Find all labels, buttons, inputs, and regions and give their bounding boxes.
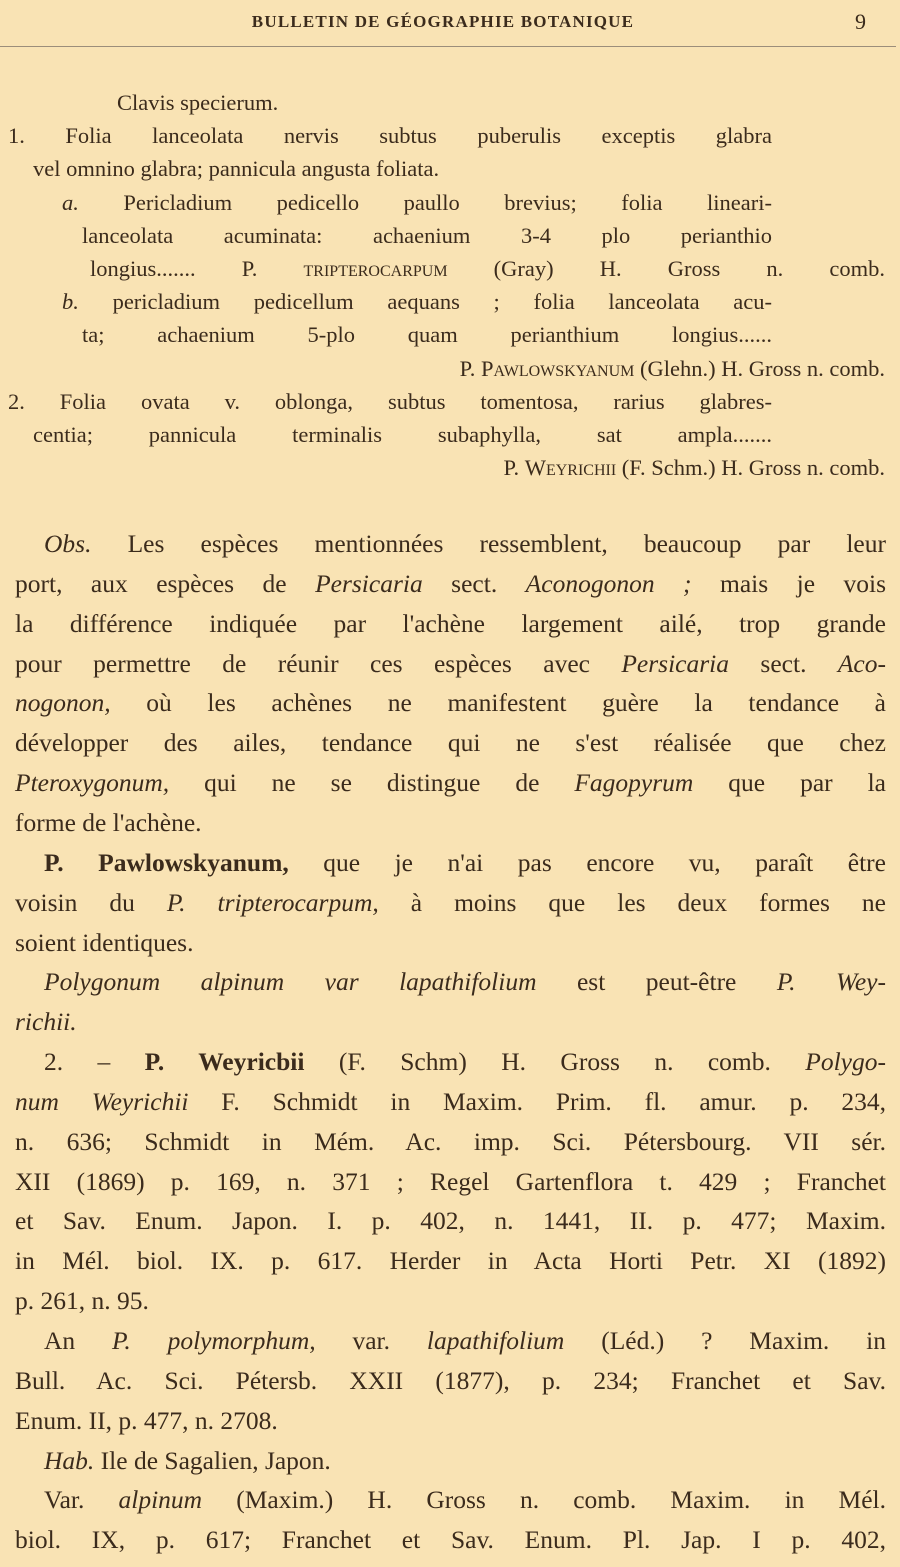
journal-title: BULLETIN DE GÉOGRAPHIE BOTANIQUE (251, 12, 635, 31)
body-text-span: Var. (44, 1485, 119, 1515)
body-line (15, 766, 886, 800)
key-line (117, 88, 278, 118)
body-text-span: où les achènes ne manifestent guère la tendance à (110, 688, 886, 718)
key-line (8, 387, 772, 417)
body-text-span: à moins que les deux formes ne (378, 887, 886, 917)
body-line (15, 1085, 886, 1119)
body-text-span: Ile de Sagalien, Japon. (94, 1445, 331, 1475)
body-line (44, 527, 886, 561)
body-text-span: (Maxim.) H. Gross n. comb. Maxim. in Mél. (202, 1485, 886, 1515)
body-text-span: (Léd.) ? Maxim. in (564, 1326, 887, 1355)
running-header (0, 9, 886, 39)
body-text-span: est peut-être (536, 967, 777, 997)
body-text-span: Enum. II, p. 477, n. 2708. (15, 1405, 278, 1435)
key-text: (Glehn.) H. Gross n. comb. (634, 355, 885, 381)
body-line (15, 1364, 886, 1398)
italic-text: num Weyrichii (15, 1086, 189, 1116)
key-text: tripterocarpum (303, 256, 448, 281)
key-line (82, 320, 772, 350)
body-line (15, 1523, 886, 1557)
body-text-span: in Mél. biol. IX. p. 617. Herder in Acta Horti Petr. XI (1892) (15, 1246, 886, 1276)
italic-text: Polygonum alpinum var lapathifolium (44, 967, 537, 997)
body-text-span: Les espèces mentionnées ressemblent, beaucoup par leur (91, 529, 886, 558)
key-line (62, 287, 772, 317)
italic-text: lapathifolium (426, 1326, 565, 1355)
key-text: a. (62, 189, 79, 215)
italic-text: Persicaria (621, 648, 730, 678)
body-text-span: (F. Schm) H. Gross n. comb. (304, 1047, 806, 1077)
species-name: P. Pawlowskyanum, (44, 847, 289, 877)
header-rule (0, 46, 896, 47)
italic-text: Pteroxygonum, (15, 768, 170, 798)
body-text-span: qui ne se distingue de (169, 768, 575, 798)
key-line (33, 420, 772, 450)
body-line (15, 1244, 886, 1278)
body-text-span: var. (315, 1326, 427, 1355)
body-line (15, 886, 886, 920)
italic-text: Polygo- (805, 1047, 886, 1077)
key-text: (F. Schm.) H. Gross n. comb. (616, 455, 885, 481)
species-name: P. Weyricbii (144, 1047, 305, 1077)
italic-text: Aconogonon ; (525, 568, 692, 598)
body-text-span: port, aux espèces de (15, 568, 316, 598)
key-text: Pericladium pedicello paullo brevius; folia lineari- (78, 189, 772, 215)
body-line (15, 926, 886, 960)
key-text: 1. Folia lanceolata nervis subtus puberulis exceptis glabra (8, 123, 772, 149)
key-text: P. (503, 455, 525, 481)
body-line (44, 1324, 886, 1358)
key-text: P. (459, 355, 481, 381)
key-text: vel omnino glabra; pannicula angusta foliata. (33, 156, 440, 182)
italic-text: P. tripterocarpum, (166, 887, 379, 917)
key-text: Pawlowskyanum (480, 355, 635, 381)
body-text-span: XII (1869) p. 169, n. 371 ; Regel Gartenflora t. 429 ; Franchet (15, 1166, 886, 1196)
body-line (44, 1045, 886, 1079)
key-line (90, 254, 885, 284)
page-number: 9 (855, 9, 866, 34)
italic-text: alpinum (118, 1485, 203, 1515)
key-text: ta; achaenium 5-plo quam perianthium longius...... (82, 322, 772, 348)
body-text-span: sect. (422, 568, 526, 598)
body-text-span: An (44, 1326, 113, 1355)
body-text-span: biol. IX, p. 617; Franchet et Sav. Enum. Pl. Jap. I p. 402, (15, 1525, 886, 1555)
body-text-span: que je n'ai pas encore vu, paraît être (288, 847, 886, 877)
key-line (62, 188, 772, 218)
body-line (15, 806, 886, 840)
body-line (15, 1404, 886, 1438)
body-text-span: soient identiques. (15, 927, 194, 957)
body-line (15, 1204, 886, 1238)
body-line (44, 846, 886, 880)
body-line (44, 1444, 886, 1478)
italic-text: Persicaria (315, 568, 423, 598)
body-text-span: pour permettre de réunir ces espèces avec (15, 648, 622, 678)
italic-text: P. polymorphum, (112, 1326, 316, 1355)
key-text: (Gray) H. Gross n. comb. (447, 256, 885, 281)
italic-text: Obs. (44, 529, 92, 558)
key-line (82, 221, 772, 251)
body-line (15, 647, 886, 681)
italic-text: richii. (15, 1007, 77, 1037)
body-line (15, 607, 886, 641)
body-text-span: p. 261, n. 95. (15, 1286, 149, 1316)
body-line (44, 965, 886, 999)
key-text: pericladium pedicellum aequans ; folia lanceolata acu- (78, 289, 772, 315)
body-line (15, 1165, 886, 1199)
key-line (0, 453, 885, 483)
body-text-span: et Sav. Enum. Japon. I. p. 402, n. 1441, II. p. 477; Maxim. (15, 1206, 886, 1236)
italic-text: Fagopyrum (574, 768, 694, 798)
key-line (33, 154, 439, 184)
key-text: b. (62, 289, 79, 315)
key-line (0, 354, 885, 384)
body-text-span: 2. – (44, 1047, 145, 1077)
body-line (15, 1005, 886, 1039)
body-text-span: Bull. Ac. Sci. Pétersb. XXII (1877), p. 234; Franchet et Sav. (15, 1365, 886, 1395)
body-text-span: la différence indiquée par l'achène largement ailé, trop grande (15, 608, 886, 638)
key-text: Weyrichii (524, 455, 617, 481)
italic-text: nogonon, (15, 688, 111, 718)
body-text-span: mais je vois (691, 568, 886, 598)
body-line (15, 1125, 886, 1159)
italic-text: P. Wey- (776, 967, 886, 997)
italic-text: Aco- (837, 648, 886, 678)
key-text: Clavis specierum. (117, 90, 279, 115)
body-text-span: F. Schmidt in Maxim. Prim. fl. amur. p. 234, (188, 1086, 887, 1116)
key-line (8, 121, 772, 151)
body-text-span: forme de l'achène. (15, 807, 202, 837)
body-text-span: développer des ailes, tendance qui ne s'est réalisée que chez (15, 728, 886, 758)
italic-text: Hab. (44, 1445, 95, 1475)
body-text-span: n. 636; Schmidt in Mém. Ac. imp. Sci. Pétersbourg. VII sér. (15, 1126, 886, 1156)
body-text-span: voisin du (15, 887, 167, 917)
body-line (44, 1483, 886, 1517)
body-text-span: que par la (693, 768, 886, 798)
key-text: centia; pannicula terminalis subaphylla, sat ampla....... (33, 422, 772, 447)
key-text: lanceolata acuminata: achaenium 3-4 plo perianthio (82, 222, 772, 248)
body-line (15, 686, 886, 720)
key-text: 2. Folia ovata v. oblonga, subtus tomentosa, rarius glabres- (8, 388, 772, 414)
body-line (15, 726, 886, 760)
body-text-span: sect. (729, 648, 838, 678)
body-line (15, 1284, 886, 1318)
body-line (15, 567, 886, 601)
key-text: longius....... P. (90, 256, 304, 281)
